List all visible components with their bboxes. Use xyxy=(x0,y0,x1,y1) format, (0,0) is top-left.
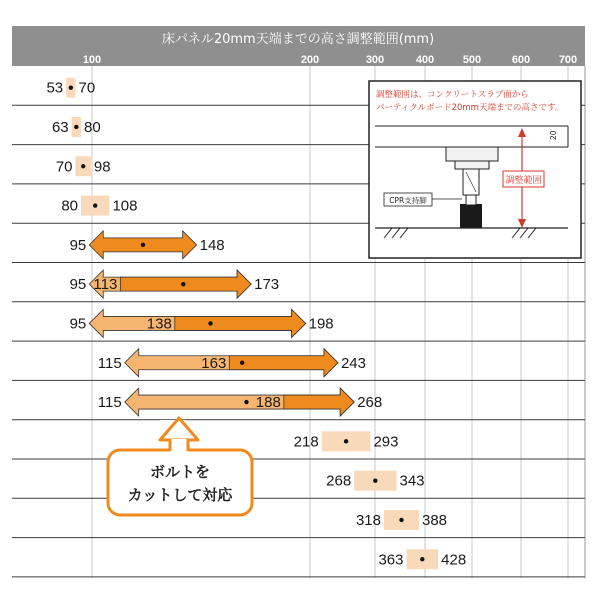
min-label: 115 xyxy=(97,354,122,372)
min-label: 95 xyxy=(69,315,87,333)
min-label: 95 xyxy=(69,276,87,294)
max-label: 80 xyxy=(84,118,101,136)
part-label: CPR支持脚 xyxy=(389,196,427,205)
min-label: 268 xyxy=(326,472,352,490)
range-label: 調整範囲 xyxy=(505,176,542,186)
mid-label: 113 xyxy=(93,276,118,294)
max-label: 243 xyxy=(340,354,366,372)
tick-label: 500 xyxy=(462,54,482,66)
range-row xyxy=(12,549,585,577)
range-row xyxy=(12,510,585,538)
midpoint-dot xyxy=(81,164,85,168)
max-label: 148 xyxy=(199,236,225,254)
pedestal-cap xyxy=(455,161,489,169)
tick-label: 100 xyxy=(82,54,102,66)
range-row xyxy=(12,388,585,420)
max-label: 293 xyxy=(373,433,399,451)
inset-caption-2: パーティクルボード20mm天端までの高さです。 xyxy=(376,103,564,113)
min-label: 70 xyxy=(55,158,73,176)
midpoint-dot xyxy=(344,439,348,443)
max-label: 70 xyxy=(78,79,96,97)
pedestal-head xyxy=(446,147,498,161)
midpoint-dot xyxy=(373,478,377,482)
midpoint-dot xyxy=(240,361,244,365)
callout-line-1: ボルトを xyxy=(149,463,211,481)
range-row xyxy=(12,309,585,341)
range-arrow-upper-part xyxy=(175,309,306,337)
range-arrow-upper-part xyxy=(229,349,338,377)
min-label: 53 xyxy=(46,79,64,97)
min-label: 63 xyxy=(51,118,69,136)
midpoint-dot xyxy=(399,518,403,522)
min-label: 115 xyxy=(97,394,122,412)
max-label: 98 xyxy=(93,158,111,176)
max-label: 268 xyxy=(357,394,383,412)
range-row xyxy=(12,349,585,381)
max-label: 343 xyxy=(399,472,425,490)
callout-stem-fill xyxy=(170,439,188,453)
pedestal-base xyxy=(460,204,482,228)
midpoint-dot xyxy=(69,85,73,89)
mid-label: 163 xyxy=(201,354,227,372)
min-label: 218 xyxy=(293,433,319,451)
range-arrow-upper-part xyxy=(120,270,251,298)
range-row xyxy=(12,471,585,499)
tick-label: 700 xyxy=(558,54,578,66)
midpoint-dot xyxy=(420,557,424,561)
bolt-cut-callout xyxy=(108,418,252,515)
min-label: 318 xyxy=(355,511,381,529)
midpoint-dot xyxy=(74,125,78,129)
chart-title: 床パネル20mm天端までの高さ調整範囲(mm) xyxy=(161,32,435,47)
range-arrow-upper-part xyxy=(284,388,354,416)
midpoint-dot xyxy=(208,321,212,325)
range-row xyxy=(12,431,585,459)
callout-box xyxy=(108,450,252,515)
tick-label: 400 xyxy=(415,54,435,66)
callout-line-2: カットして対応 xyxy=(127,486,233,504)
max-label: 198 xyxy=(308,315,334,333)
max-label: 428 xyxy=(441,551,467,569)
inset-caption-1: 調整範囲は、コンクリートスラブ面から xyxy=(376,90,529,100)
midpoint-dot xyxy=(93,203,97,207)
inset-diagram xyxy=(369,81,581,258)
midpoint-dot xyxy=(141,243,145,247)
mid-label: 188 xyxy=(255,394,281,412)
range-row xyxy=(12,270,585,302)
pedestal-stem xyxy=(466,195,476,205)
tick-label: 300 xyxy=(365,54,385,66)
midpoint-dot xyxy=(181,282,185,286)
min-label: 363 xyxy=(378,551,404,569)
min-label: 95 xyxy=(69,236,87,254)
min-label: 80 xyxy=(61,197,78,215)
mid-label: 138 xyxy=(146,315,172,333)
dimension-label: 20 xyxy=(549,130,558,140)
max-label: 108 xyxy=(112,197,138,215)
max-label: 388 xyxy=(422,511,448,529)
tick-label: 600 xyxy=(511,54,531,66)
max-label: 173 xyxy=(254,276,280,294)
midpoint-dot xyxy=(244,400,248,404)
tick-label: 200 xyxy=(300,54,320,66)
